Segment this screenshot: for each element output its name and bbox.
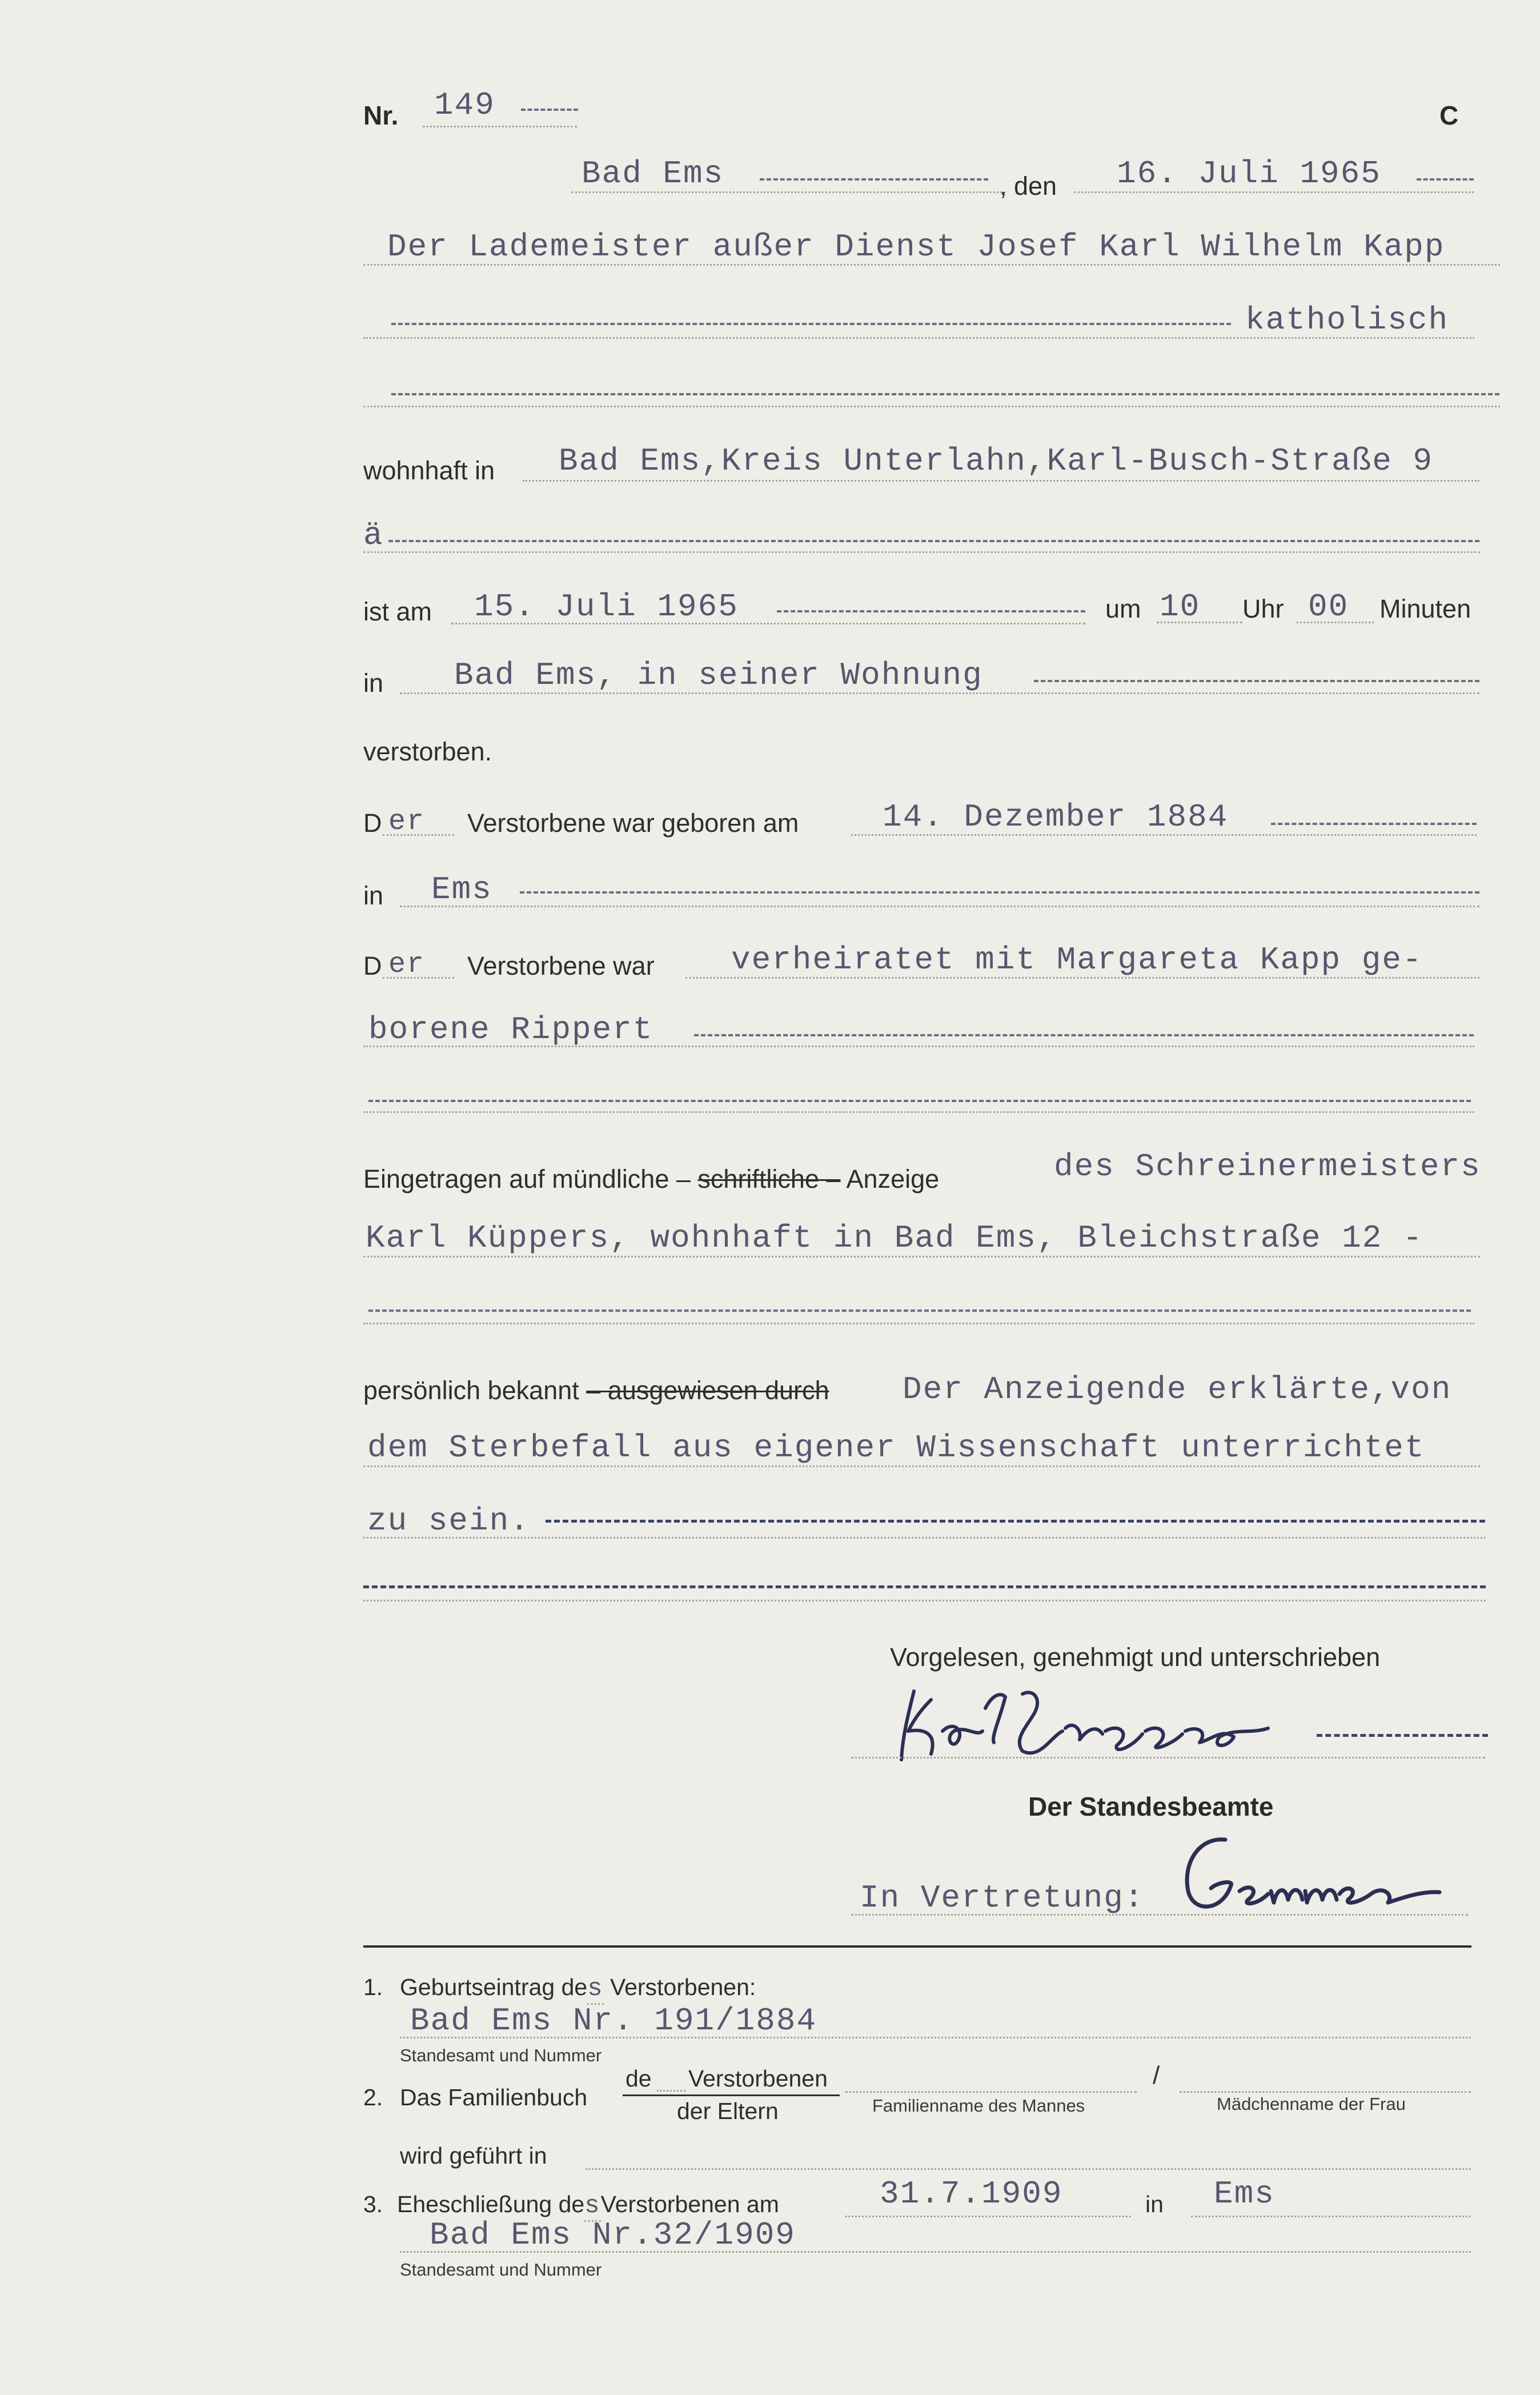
person-filler-3 (391, 393, 1499, 395)
footer-item2-option-deceased: Verstorbenen (688, 2065, 828, 2092)
informant-line2: Karl Küppers, wohnhaft in Bad Ems, Bleichstraße 12 - (366, 1220, 1423, 1256)
birth-place-label: in (363, 881, 384, 910)
official-signature (1177, 1828, 1451, 1925)
nr-filler (521, 109, 578, 111)
footer-item2-kept-label: wird geführt in (400, 2142, 547, 2169)
marital-filler-2 (694, 1034, 1474, 1036)
informant-signature-underline (851, 1757, 1485, 1759)
read-approved-label: Vorgelesen, genehmigt und unterschrieben (890, 1643, 1381, 1672)
footer-item2-wife-caption: Mädchenname der Frau (1217, 2094, 1406, 2114)
identity-filler-4 (363, 1585, 1486, 1588)
official-label: Der Standesbeamte (1028, 1792, 1274, 1821)
footer-item3-in: in (1145, 2191, 1164, 2217)
footer-item1-label-a: Geburtseintrag de (400, 1974, 588, 2000)
footer-item1-caption: Standesamt und Nummer (400, 2045, 602, 2065)
footer-item2-label: Das Familienbuch (400, 2084, 588, 2110)
identity-filler-3 (546, 1520, 1485, 1523)
footer-item2-husband-underline (845, 2091, 1137, 2093)
deceased-name-line: Der Lademeister außer Dienst Josef Karl Wilhelm Kapp (387, 229, 1445, 265)
footer-item2-de-underline (657, 2090, 685, 2092)
death-minutes: 00 (1308, 588, 1349, 625)
registration-label-end: Anzeige (846, 1164, 940, 1194)
death-place-filler (1034, 680, 1479, 682)
death-date: 15. Juli 1965 (474, 588, 739, 625)
identity-text-line1: Der Anzeigende erklärte,von (903, 1371, 1452, 1408)
nr-label: Nr. (363, 101, 399, 130)
person-filler-2 (391, 323, 1231, 325)
footer-item3-place-underline (1191, 2216, 1471, 2217)
footer-item1-label (400, 1974, 756, 2003)
religion: katholisch (1245, 302, 1449, 338)
footer-item2-wife-underline (1180, 2091, 1471, 2093)
residence-underline-1 (523, 480, 1479, 482)
marital-status-line2: borene Rippert (368, 1011, 653, 1048)
um-label: um (1105, 594, 1141, 623)
uhr-label: Uhr (1242, 594, 1284, 623)
marital-underline-3 (363, 1111, 1474, 1113)
birth-label: Verstorbene war geboren am (467, 808, 799, 838)
death-place: Bad Ems, in seiner Wohnung (454, 657, 983, 694)
marital-status-line1: verheiratet mit Margareta Kapp ge- (731, 942, 1423, 978)
registration-label (363, 1164, 939, 1194)
register-date: 16. Juli 1965 (1117, 155, 1381, 192)
identity-underline-3 (363, 1537, 1486, 1539)
death-date-filler (777, 610, 1085, 612)
residence-label: wohnhaft in (363, 456, 495, 485)
marital-label: Verstorbene war (467, 951, 655, 980)
entry-number: 149 (434, 87, 495, 123)
registration-label-struck: schriftliche – (697, 1164, 841, 1194)
marital-filler-3 (368, 1100, 1471, 1102)
footer-item3-number: 3. (363, 2191, 383, 2217)
series-letter: C (1439, 101, 1459, 130)
death-hour: 10 (1160, 588, 1201, 625)
footer-item2-husband-caption: Familienname des Mannes (872, 2096, 1085, 2116)
footer-item3-caption: Standesamt und Nummer (400, 2260, 602, 2280)
marital-d-suffix: er (388, 948, 426, 981)
verstorben-label: verstorben. (363, 737, 492, 766)
footer-item2-number: 2. (363, 2084, 383, 2110)
vertretung-label: In Vertretung: (860, 1880, 1145, 1916)
footer-item2-de: de (625, 2065, 652, 2092)
registration-label-start: Eingetragen auf mündliche – (363, 1164, 691, 1194)
footer-item3-date: 31.7.1909 (880, 2176, 1063, 2212)
footer-item3-value: Bad Ems Nr.32/1909 (430, 2217, 796, 2253)
footer-item3-label-fill: s (584, 2192, 600, 2222)
footer-item2-kept-underline (585, 2168, 1471, 2170)
footer-divider (363, 1945, 1471, 1948)
footer-item3-place: Ems (1214, 2176, 1275, 2212)
footer-item3-label-a: Eheschließung de (397, 2191, 585, 2217)
marital-d-label: D (363, 951, 382, 980)
residence-underline-2 (363, 551, 1480, 553)
birth-d-suffix: er (388, 806, 426, 838)
footer-item1-label-fill: s (587, 1975, 603, 2005)
identity-text-line3: zu sein. (367, 1503, 530, 1539)
footer-item3-label-b: Verstorbenen am (600, 2191, 779, 2217)
identity-label-struck: – ausgewiesen durch (586, 1376, 829, 1405)
informant-signature (891, 1674, 1280, 1765)
identity-underline-4 (363, 1600, 1486, 1601)
date-filler (1417, 178, 1474, 181)
identity-label (363, 1376, 829, 1405)
identity-text-line2: dem Sterbefall aus eigener Wissenschaft unterrichtet (367, 1429, 1425, 1466)
birth-place: Ems (431, 871, 492, 908)
minuten-label: Minuten (1379, 594, 1471, 623)
informant-signature-filler (1317, 1734, 1488, 1737)
nr-underline (423, 126, 577, 127)
footer-item2-option-parents: der Eltern (677, 2098, 779, 2124)
identity-label-known: persönlich bekannt (363, 1376, 579, 1405)
footer-item1-number: 1. (363, 1974, 383, 2000)
register-place: Bad Ems (581, 155, 724, 192)
place-filler (760, 178, 988, 181)
informant-filler-3 (368, 1309, 1471, 1312)
footer-item1-label-b: Verstorbenen: (610, 1974, 756, 2000)
footer-item3-date-underline (845, 2216, 1131, 2217)
residence-address: Bad Ems,Kreis Unterlahn,Karl-Busch-Straße 9 (559, 443, 1434, 479)
informant-underline-3 (363, 1323, 1474, 1324)
death-place-label: in (363, 668, 384, 698)
residence-filler-2 (388, 540, 1479, 542)
birth-place-filler (520, 891, 1479, 894)
residence-prefix: ä (363, 517, 384, 554)
den-label: , den (1000, 171, 1057, 201)
footer-item1-value: Bad Ems Nr. 191/1884 (410, 2002, 817, 2039)
footer-item2-slash: / (1153, 2061, 1160, 2089)
informant-line1: des Schreinermeisters (1054, 1148, 1481, 1185)
death-date-label: ist am (363, 597, 432, 626)
official-signature-underline (851, 1914, 1468, 1916)
person-underline-3 (363, 406, 1500, 407)
birth-date-filler (1271, 823, 1477, 825)
birth-place-underline (400, 906, 1479, 907)
footer-item2-option-divider (623, 2094, 840, 2096)
birth-d-label: D (363, 808, 382, 838)
footer-item3-label (397, 2191, 779, 2220)
birth-date: 14. Dezember 1884 (883, 799, 1229, 835)
